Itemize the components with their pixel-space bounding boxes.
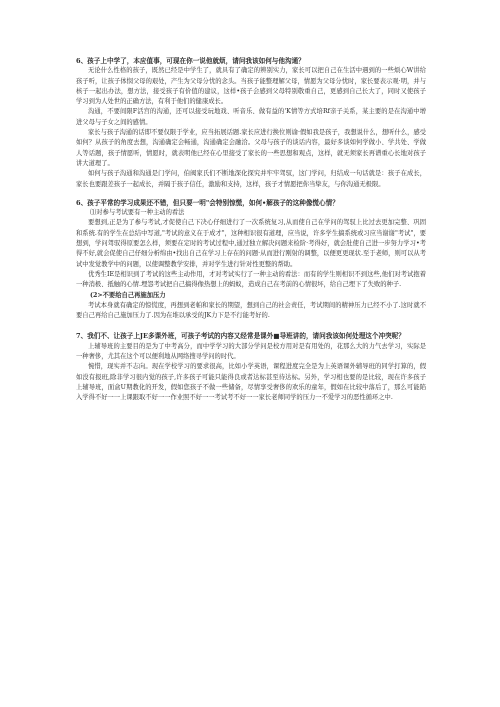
paragraph: 要想到,正是为了参与考试,才促使自己下决心仔细进行了一次系统复习,从而使自己在学问的驾驭上比过去更加完整、巩固和系统.有的学生在总结中写道,"考试的意义在于成才"，这种相识很有道理，应当说，许多学生搞系统或习应当谢谢"考试"，要想到，学问驾驭得原要怎么样，须要在定时的考试过程中,通过独立解决问题来检阶·考得好，就会肚使自己进一步努力学习•考得不好,就会促使自己仔细分析绵由•找出自己在学习上存在的问题·从而进行刚射的调整，以便更更现状.至于老师，则可以从考试中发觉教学中的问题，以使调整教学安排，并对学生进行针对性更整的帮助。 [76, 219, 426, 268]
paragraph: 沟通，不要间限F活宫的沟通，还可以接受玩地戏、听音乐、做有益的'K情等方式培Rf亲子关系，某主要的是在沟通中增进父母与子女之间的感情。 [76, 108, 426, 126]
paragraph: 如何与孩子沟通和沟通是门学问，伯阀家氏们不断地深化探究并牢牢驾驭，这门学问，归结成一句话就是：孩子在成长，家长也要跟差孩子一起成长，并隔于孩子信任，激励和支持，这样，孩子才情愿把你当挚友，与你沟通无极限。 [76, 170, 426, 188]
paragraph: 考试本身就有确定的惊慌度，再想到老帕和家长的期望，想到自己的社会责任，考试期间的精神压力已经不小了.这时就不要自己再给自己施加压力了.因为在堆以承受的JK力下是不行能考好的. [76, 301, 426, 320]
section-q7-tutoring [76, 331, 426, 403]
question-heading: 6、孩子平常的学习成果还不错，但只要一明"会特别惊慌，如何•解孩子的这种像慌心情？ [76, 198, 339, 207]
question-heading: 6、孩子上中学了，本应值事，可现在你一说他就烦，请问我该如何与他沟通？ [76, 57, 305, 65]
paragraph: 无论什么性格的孩子，既然已经是中学生了，就具有了确定的辨别实力，家长可以把自己在生活中遇到的一些烦心W讲给孩子听，让孩子体悯父母的艰处，产生为父母分忧的念头。当孩子能整理解父母，情愿为父母分忧时，家长要表示观·明，并与核子一起出办法，想方法，接受孩子有价值的建议，这样•孩子会感到父母特别敬重自己，更感到自己长大了，同时又使孩子学习到为人处世的正确方法，有利于他们的健康成长。 [76, 67, 426, 106]
paragraph: 家长与孩子沟通的话即不要仅限于学业，应当拓展话题.家长应进行换位则谕·假如我是孩子，我想说什么，想听什么，感受如何？从孩子的角度去想，沟通确定会畅通，沟通确定会融洽。父母与孩子的谈话内容，最好多谈如何学做小、学共处、学做人等话题，孩子情愿听，情愿时，就表明他已经在心里接受了家长的一些思想和观点，这样，就无须家长再谱重心长地对孩子讲大道理了。 [76, 129, 426, 167]
paragraph: 上辅导班的主要目的是为了中考高分，而中学学习的大部分学问是校方用对是有用处的，花那么大的力气去学习，实际是一种奢侈，尤其在这个可以便利地从网络搜寻学问的时代。 [76, 342, 426, 361]
section-q6-communication [76, 56, 426, 190]
paragraph: 优秀生IE是相识到了考试的这些主动作用，才对考试实行了一种主动的看法：而有的学生则相识不到这些,他们对考试抱着一种消极、抵触的心情.埋怨考试把自己搞得像热想上的蚂蚁，造成自己在考前的心情很坏，给自己埋下了失败的种子. [76, 270, 426, 289]
section-q6-exam-anxiety [76, 198, 426, 322]
paragraph: 惋惜，现实并不志向。现在学校学习的要求很高，比如小学英语，课程进度完全是为上英语课外辅导班的同学打算的，假如没有报班,除非学习很内觉的孩子,许多孩子可能只能得良或者达标甚至待达标。另外，学习相也要的是比较，现在许多孩子上辅导班，面盒U期教化的开发，假如您孩子不做一些储备，尽情享受奢侈的欢乐的童年，假如在比较中落后了，那么可能陷入学得不好一一上课跟取不好一一作业照不好一一考试考不好一一家长老师同学的压力一不爱学习的恶性循环之中. [76, 363, 426, 402]
subheading: ⑴对参与考试要有一种主动的看法 [90, 209, 185, 217]
subheading: (2>不要给自己再施加压力 [90, 291, 166, 299]
section-spacer [76, 321, 426, 331]
question-heading: 7、我们不、让孩子上JE多课外班，可孩子考试的内容又经常是课外■导班讲的，请问我该如何处理这个冲突呢？ [76, 332, 405, 341]
section-spacer [76, 190, 426, 198]
